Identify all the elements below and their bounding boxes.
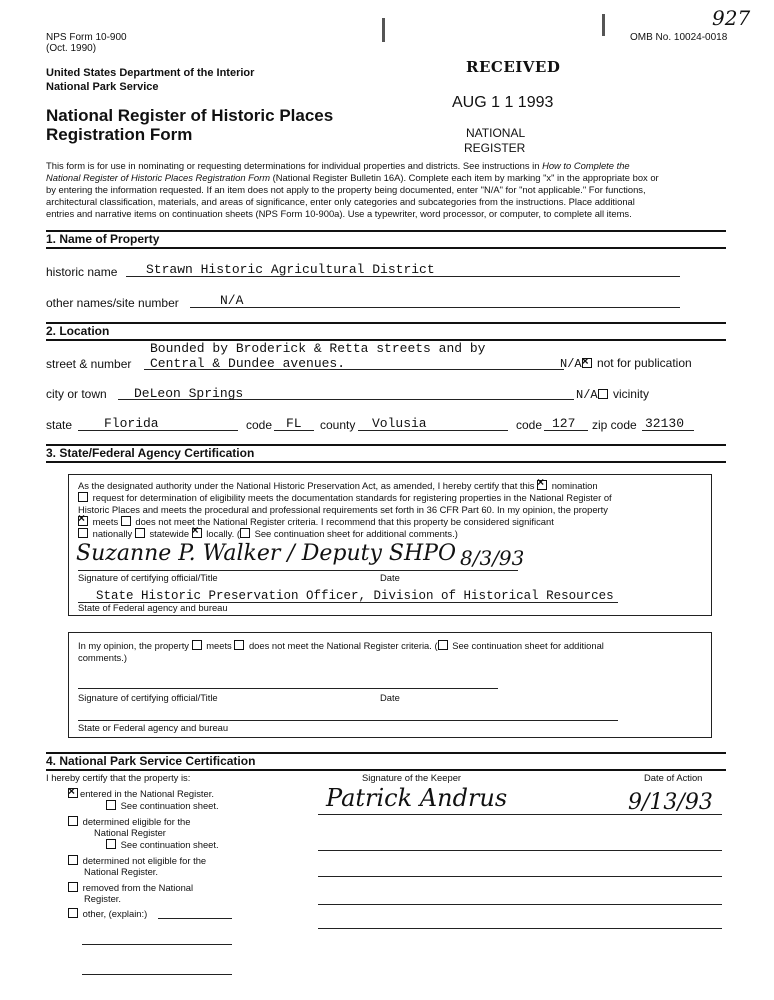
- historic-name-label: historic name: [46, 265, 118, 279]
- agency-value: State Historic Preservation Officer, Division of Historical Resources: [96, 589, 614, 603]
- opt-removed: removed from the National: [68, 882, 193, 893]
- staple-mark: [382, 18, 385, 42]
- signature-line[interactable]: [78, 560, 518, 571]
- keeper-label: Signature of the Keeper: [362, 772, 462, 783]
- form-title-line1: National Register of Historic Places: [46, 106, 334, 125]
- action-date-value: 9/13/93: [628, 790, 713, 815]
- section1-heading: 1. Name of Property: [46, 232, 726, 249]
- other-names-field[interactable]: [190, 293, 680, 308]
- instructions-line1: This form is for use in nominating or requesting determinations for individual properties and districts. See instructions in How to Complete the: [46, 160, 630, 171]
- form-date: (Oct. 1990): [46, 43, 97, 54]
- opt-eligible-b: National Register: [94, 827, 166, 838]
- not-for-publication-checkbox[interactable]: [582, 358, 592, 368]
- cert-line2: request for determination of eligibility meets the documentation standards for registering properties in the National Register of: [78, 492, 612, 504]
- cert-line1: As the designated authority under the National Historic Preservation Act, as amended, I hereby certify that this × nomination: [78, 480, 598, 492]
- keeper-line-5[interactable]: [318, 924, 722, 929]
- entered-checkbox[interactable]: [68, 788, 78, 798]
- opinion-signature-line[interactable]: [78, 680, 498, 689]
- certifying-signature: Suzanne P. Walker / Deputy SHPO: [76, 541, 457, 566]
- state-value: Florida: [104, 416, 159, 431]
- cert-line5: nationally statewide × locally. ( See continuation sheet for additional comments.): [78, 528, 458, 540]
- street-value-line1: Bounded by Broderick & Retta streets and by: [150, 341, 486, 356]
- nationally-checkbox[interactable]: [78, 528, 88, 538]
- opt-removed-b: Register.: [84, 893, 121, 904]
- opinion-does-not-meet-checkbox[interactable]: [234, 640, 244, 650]
- historic-name-value: Strawn Historic Agricultural District: [146, 262, 435, 277]
- agency-label: State of Federal agency and bureau: [78, 602, 228, 613]
- city-label: city or town: [46, 387, 107, 401]
- explain-line-3[interactable]: [82, 970, 232, 975]
- not-eligible-checkbox[interactable]: [68, 855, 78, 865]
- request-checkbox[interactable]: [78, 492, 88, 502]
- section4-heading: 4. National Park Service Certification: [46, 752, 726, 771]
- opt-not-eligible: determined not eligible for the: [68, 855, 206, 866]
- continuation-checkbox[interactable]: [240, 528, 250, 538]
- stamp-national: NATIONAL: [466, 126, 526, 140]
- opt-other: other, (explain:): [68, 908, 147, 919]
- code-label: code: [246, 418, 273, 432]
- service-name: National Park Service: [46, 81, 159, 93]
- signature-label: Signature of certifying official/Title: [78, 572, 218, 583]
- opinion-agency-line[interactable]: [78, 712, 618, 721]
- opt-not-eligible-b: National Register.: [84, 866, 158, 877]
- code-value: FL: [286, 416, 302, 431]
- street-value-line2: Central & Dundee avenues.: [150, 356, 346, 371]
- other-explain-line[interactable]: [158, 912, 232, 919]
- stamp-register: REGISTER: [464, 141, 526, 155]
- cert-line3: Historic Places and meets the procedural and professional requirements set forth in 36 CFR Part 60. In my opinion, the property: [78, 504, 608, 515]
- entered-continuation-checkbox[interactable]: [106, 800, 116, 810]
- keeper-line-2[interactable]: [318, 846, 722, 851]
- opt-entered: ×entered in the National Register.: [68, 788, 214, 799]
- opinion-date-label: Date: [380, 692, 400, 703]
- omb-number: OMB No. 10024-0018: [630, 32, 728, 43]
- action-date-label: Date of Action: [644, 772, 703, 783]
- staple-mark-2: [602, 14, 605, 36]
- statewide-checkbox[interactable]: [135, 528, 145, 538]
- city-value: DeLeon Springs: [134, 386, 244, 401]
- street-label: street & number: [46, 357, 132, 371]
- instructions-line3: by entering the information requested. If an item does not apply to the property being documented, enter "N/A" for "not applicable." For functions,: [46, 184, 646, 195]
- date-label: Date: [380, 572, 400, 583]
- opinion-continuation-checkbox[interactable]: [438, 640, 448, 650]
- other-names-label: other names/site number: [46, 296, 179, 310]
- removed-checkbox[interactable]: [68, 882, 78, 892]
- keeper-line-4[interactable]: [318, 900, 722, 905]
- stamp-received: RECEIVED: [466, 58, 561, 76]
- opinion-meets-checkbox[interactable]: [192, 640, 202, 650]
- department-name: United States Department of the Interior: [46, 67, 255, 79]
- certify-intro: I hereby certify that the property is:: [46, 772, 191, 783]
- explain-line-2[interactable]: [82, 940, 232, 945]
- zip-value: 32130: [645, 416, 685, 431]
- opt-eligible: determined eligible for the: [68, 816, 191, 827]
- form-number: NPS Form 10-900: [46, 32, 127, 43]
- opt-entered-cont: See continuation sheet.: [106, 800, 219, 811]
- locally-checkbox[interactable]: [192, 528, 202, 538]
- opinion-signature-label: Signature of certifying official/Title: [78, 692, 218, 703]
- vicinity: N/A vicinity: [576, 387, 649, 402]
- instructions-line5: entries and narrative items on continuation sheets (NPS Form 10-900a). Use a typewriter, word processor, or computer, to complete all items.: [46, 208, 632, 219]
- meets-checkbox[interactable]: [78, 516, 88, 526]
- stamp-date: AUG 1 1 1993: [452, 94, 554, 111]
- state-label: state: [46, 418, 73, 432]
- keeper-line-1[interactable]: [318, 810, 722, 815]
- county-value: Volusia: [372, 416, 427, 431]
- opinion-line1: In my opinion, the property meets does not meet the National Register criteria. ( See continuation sheet for additional: [78, 640, 604, 651]
- corner-handwritten-mark: 927: [712, 6, 751, 30]
- zip-label: zip code: [592, 418, 637, 432]
- instructions-line2: National Register of Historic Places Registration Form (National Register Bulletin 16A). Complete each item by marking "x" in the appropriate box or: [46, 172, 659, 183]
- certifying-date: 8/3/93: [460, 546, 525, 570]
- opinion-agency-label: State or Federal agency and bureau: [78, 722, 229, 733]
- nomination-checkbox[interactable]: [537, 480, 547, 490]
- does-not-meet-checkbox[interactable]: [121, 516, 131, 526]
- opt-eligible-cont: See continuation sheet.: [106, 839, 219, 850]
- keeper-signature: Patrick Andrus: [326, 784, 508, 812]
- section3-heading: 3. State/Federal Agency Certification: [46, 444, 726, 463]
- opinion-line2: comments.): [78, 652, 127, 663]
- eligible-checkbox[interactable]: [68, 816, 78, 826]
- form-title-line2: Registration Form: [46, 125, 193, 144]
- vicinity-checkbox[interactable]: [598, 389, 608, 399]
- keeper-line-3[interactable]: [318, 872, 722, 877]
- section2-heading: 2. Location: [46, 322, 726, 341]
- street-na: N/A× not for publication: [560, 356, 692, 371]
- other-names-value: N/A: [220, 293, 244, 308]
- code2-value: 127: [552, 416, 576, 431]
- other-checkbox[interactable]: [68, 908, 78, 918]
- code2-label: code: [516, 418, 543, 432]
- county-label: county: [320, 418, 356, 432]
- instructions-line4: architectural classification, materials, and areas of significance, enter only categories and subcategories from the instructions. Place additional: [46, 196, 635, 207]
- eligible-continuation-checkbox[interactable]: [106, 839, 116, 849]
- cert-line4: × meets does not meet the National Register criteria. I recommend that this property be considered significant: [78, 516, 554, 528]
